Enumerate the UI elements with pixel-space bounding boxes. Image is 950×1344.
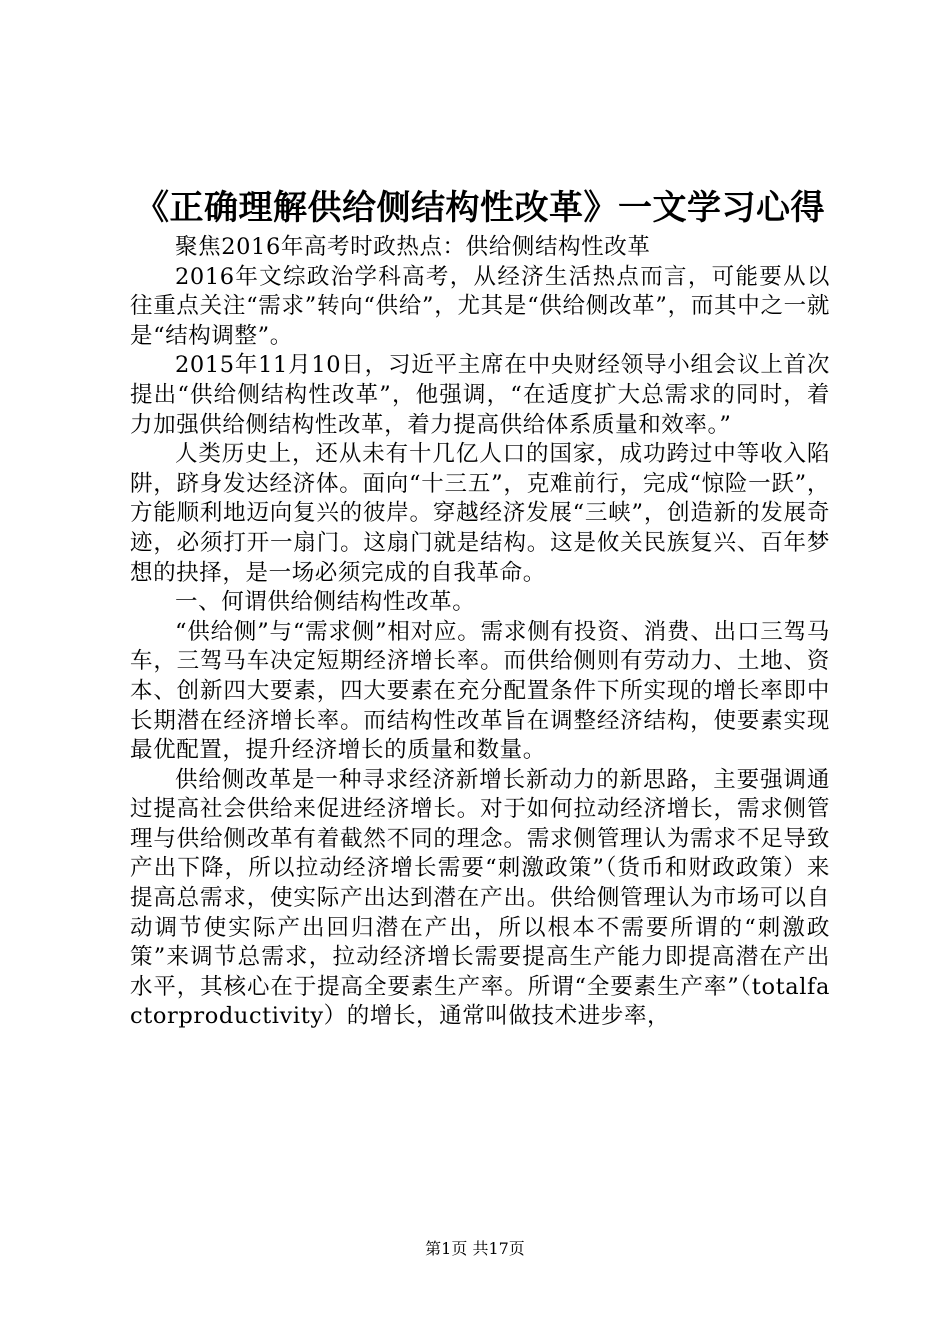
page-number-footer: 第1页 共17页 [425, 1239, 525, 1258]
paragraph: 供给侧改革是一种寻求经济新增长新动力的新思路，主要强调通过提高社会供给来促进经济增长。对于如何拉动经济增长，需求侧管理与供给侧改革有着截然不同的理念。需求侧管理认为需求不足导致产出下降，所以拉动经济增长需要“刺激政策”（货币和财政政策）来提高总需求，使实际产出达到潜在产出。供给侧管理认为市场可以自动调节使实际产出回归潜在产出，所以根本不需要所谓的“刺激政策”来调节总需求，拉动经济增长需要提高生产能力即提高潜在产出水平，其核心在于提高全要素生产率。所谓“全要素生产率”（totalfactorproductivity）的增长，通常叫做技术进步率， [130, 766, 830, 1030]
document-title: 《正确理解供给侧结构性改革》一文学习心得 [135, 188, 825, 228]
paragraph: 一、何谓供给侧结构性改革。 [175, 589, 476, 616]
paragraph: 人类历史上，还从未有十几亿人口的国家，成功跨过中等收入陷阱，跻身发达经济体。面向“十三五”，克难前行，完成“惊险一跃”，方能顺利地迈向复兴的彼岸。穿越经济发展“三峡”，创造新的发展奇迹，必须打开一扇门。这扇门就是结构。这是攸关民族复兴、百年梦想的抉择，是一场必须完成的自我革命。 [130, 441, 830, 586]
paragraph: “供给侧”与“需求侧”相对应。需求侧有投资、消费、出口三驾马车，三驾马车决定短期经济增长率。而供给侧则有劳动力、土地、资本、创新四大要素，四大要素在充分配置条件下所实现的增长率即中长期潜在经济增长率。而结构性改革旨在调整经济结构，使要素实现最优配置，提升经济增长的质量和数量。 [130, 618, 830, 764]
document-body [130, 233, 830, 1032]
paragraph: 2015年11月10日，习近平主席在中央财经领导小组会议上首次提出“供给侧结构性改革”，他强调，“在适度扩大总需求的同时，着力加强供给侧结构性改革，着力提高供给体系质量和效率。” [130, 352, 830, 438]
paragraph: 聚焦2016年高考时政热点：供给侧结构性改革 [175, 234, 651, 260]
paragraph: 2016年文综政治学科高考，从经济生活热点而言，可能要从以往重点关注“需求”转向“供给”，尤其是“供给侧改革”，而其中之一就是“结构调整”。 [130, 263, 830, 349]
